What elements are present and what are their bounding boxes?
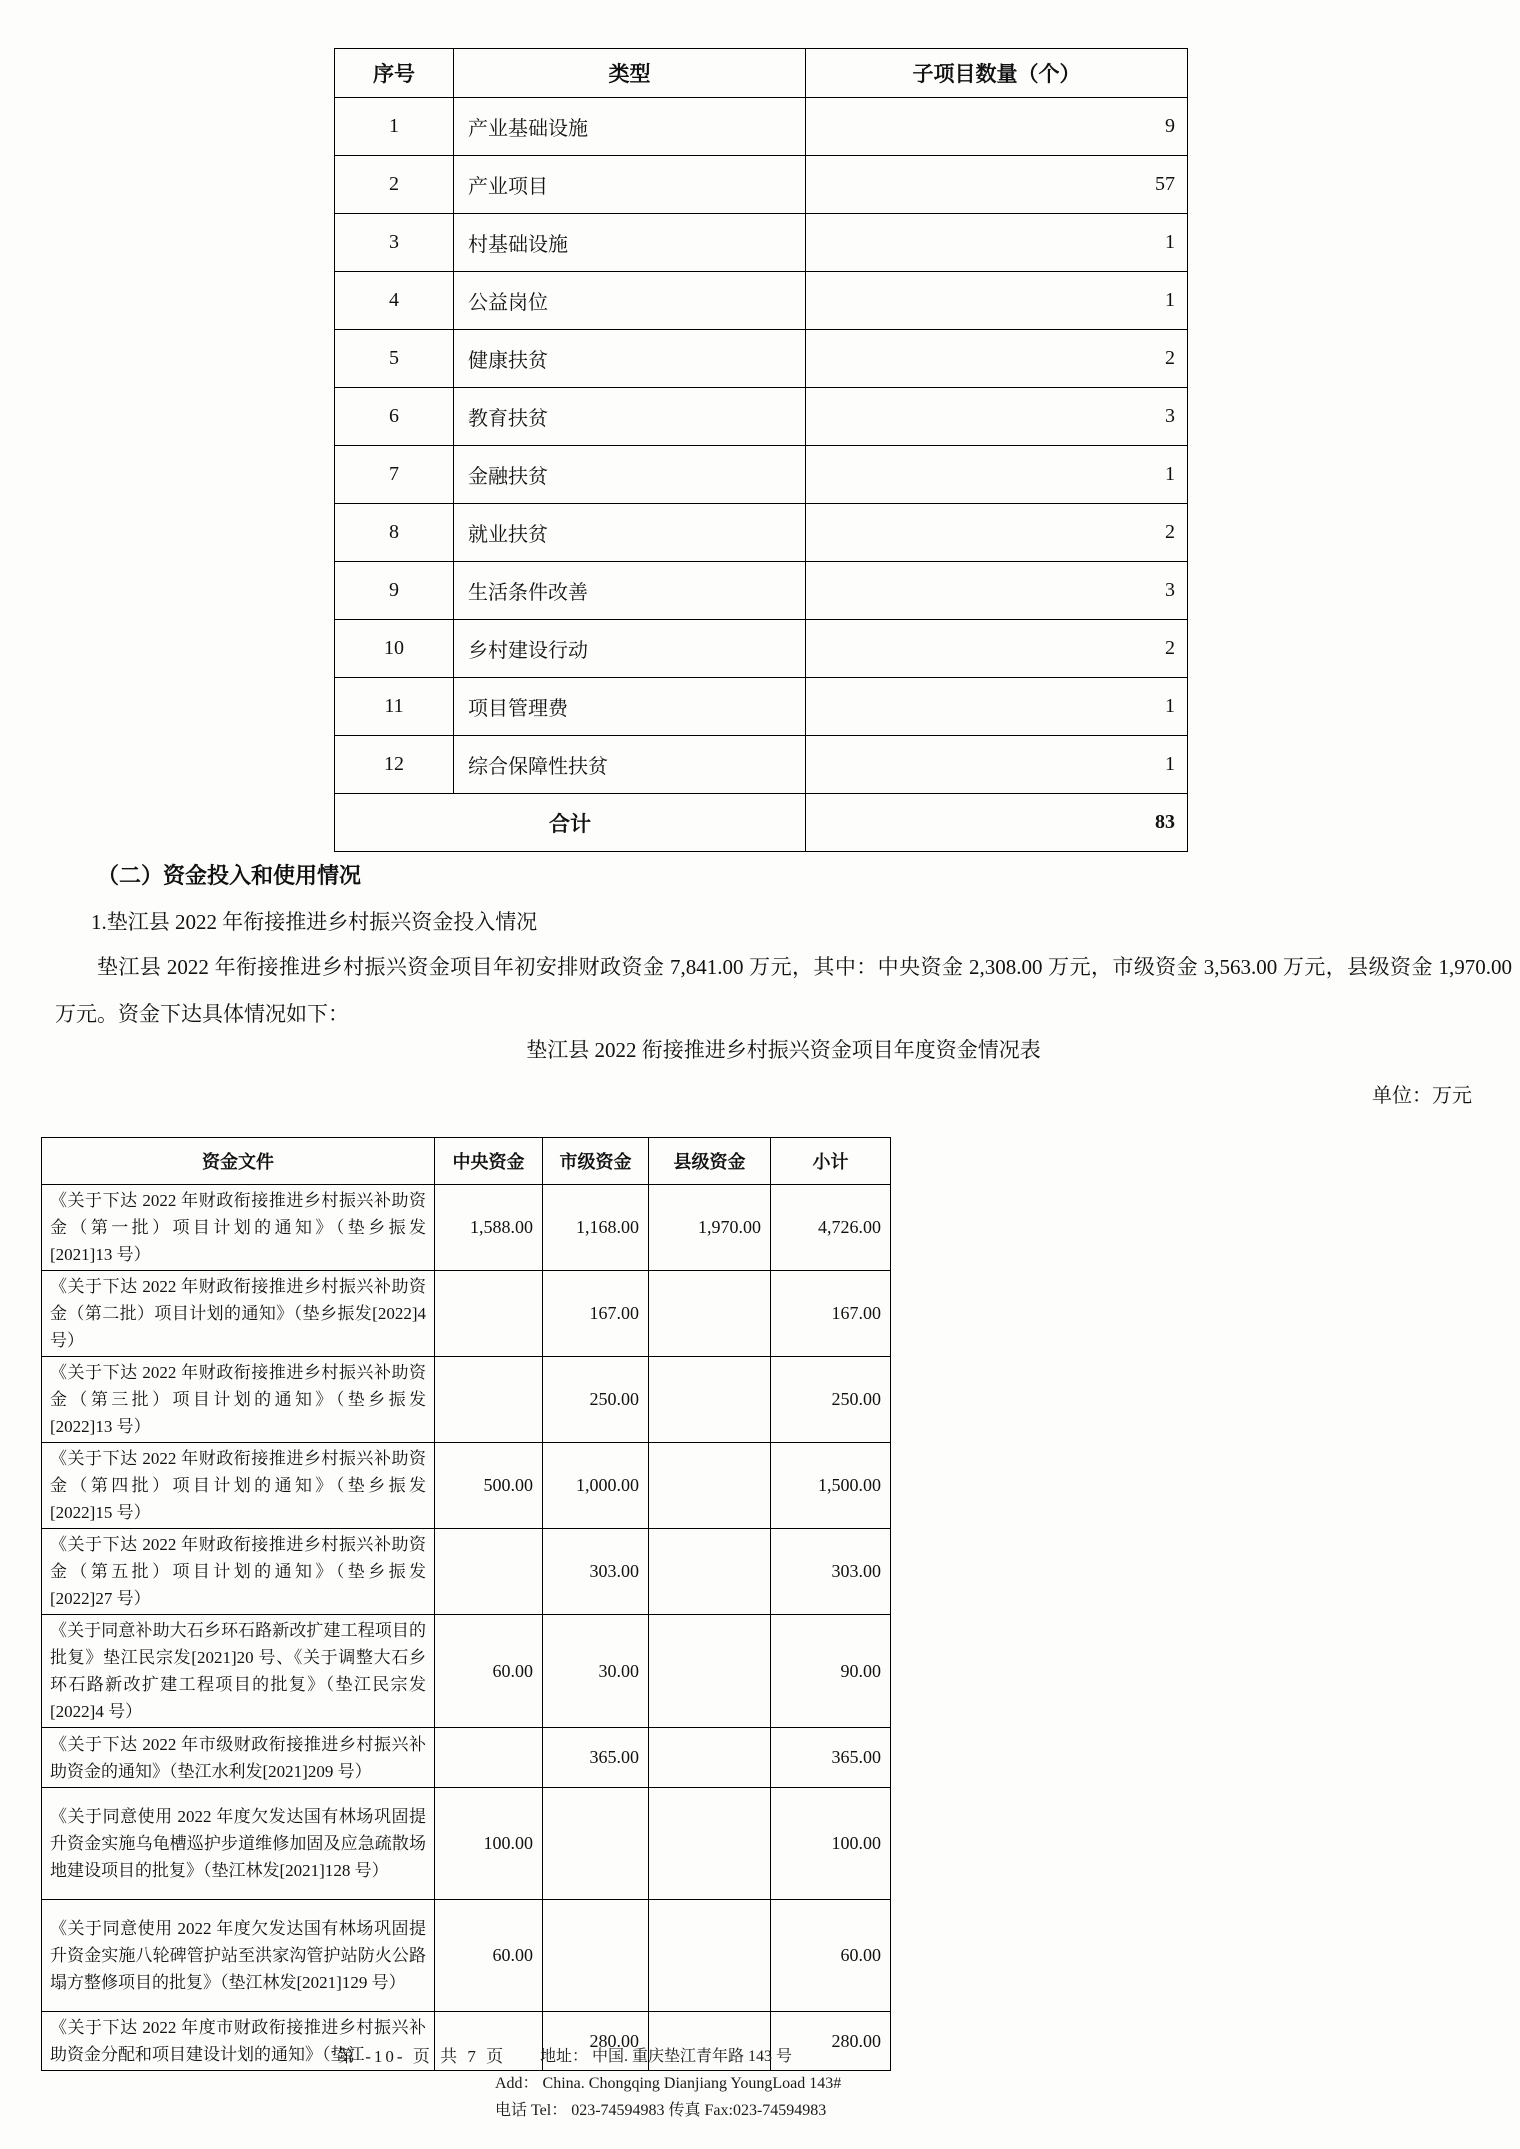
table-row bbox=[42, 1615, 891, 1728]
cell-count: 1 bbox=[806, 446, 1188, 504]
table-row bbox=[335, 156, 1188, 214]
paragraph-line-1: 垫江县 2022 年衔接推进乡村振兴资金项目年初安排财政资金 7,841.00 万元，其中：中央资金 2,308.00 万元，市级资金 3,563.00 万元，县级资金 1,970.00 bbox=[97, 955, 1512, 979]
table-row bbox=[335, 562, 1188, 620]
cell-document: 《关于同意使用 2022 年度欠发达国有林场巩固提升资金实施乌龟槽巡护步道维修加固及应急疏散场地建设项目的批复》（垫江林发[2021]128 号） bbox=[42, 1788, 435, 1900]
cell-central-fund: 500.00 bbox=[435, 1443, 543, 1529]
cell-document: 《关于下达 2022 年市级财政衔接推进乡村振兴补助资金的通知》（垫江水利发[2021]209 号） bbox=[42, 1728, 435, 1788]
cell-document: 《关于下达 2022 年财政衔接推进乡村振兴补助资金（第二批）项目计划的通知》（垫乡振发[2022]4 号） bbox=[42, 1271, 435, 1357]
cell-city-fund: 167.00 bbox=[543, 1271, 649, 1357]
table-row bbox=[335, 272, 1188, 330]
cell-subtotal: 90.00 bbox=[771, 1615, 891, 1728]
table-row bbox=[335, 620, 1188, 678]
cell-city-fund: 30.00 bbox=[543, 1615, 649, 1728]
table-row bbox=[42, 1900, 891, 2012]
cell-county-fund bbox=[649, 1271, 771, 1357]
cell-count: 1 bbox=[806, 272, 1188, 330]
total-label: 合计 bbox=[335, 794, 806, 852]
cell-count: 3 bbox=[806, 562, 1188, 620]
cell-city-fund bbox=[543, 1788, 649, 1900]
column-header-type: 类型 bbox=[454, 49, 806, 98]
cell-index: 10 bbox=[335, 620, 454, 678]
table-row bbox=[335, 504, 1188, 562]
funding-table-title: 垫江县 2022 衔接推进乡村振兴资金项目年度资金情况表 bbox=[526, 1038, 1041, 1062]
funding-table bbox=[41, 1137, 891, 2071]
table-row bbox=[42, 1185, 891, 1271]
cell-city-fund: 365.00 bbox=[543, 1728, 649, 1788]
cell-type: 乡村建设行动 bbox=[454, 620, 806, 678]
project-type-table bbox=[334, 48, 1188, 852]
cell-document: 《关于下达 2022 年财政衔接推进乡村振兴补助资金（第三批）项目计划的通知》（垫乡振发[2022]13 号） bbox=[42, 1357, 435, 1443]
cell-central-fund: 100.00 bbox=[435, 1788, 543, 1900]
cell-type: 村基础设施 bbox=[454, 214, 806, 272]
cell-type: 教育扶贫 bbox=[454, 388, 806, 446]
cell-city-fund: 250.00 bbox=[543, 1357, 649, 1443]
cell-subtotal: 167.00 bbox=[771, 1271, 891, 1357]
cell-subtotal: 1,500.00 bbox=[771, 1443, 891, 1529]
cell-subtotal: 60.00 bbox=[771, 1900, 891, 2012]
cell-central-fund bbox=[435, 1271, 543, 1357]
cell-county-fund bbox=[649, 1357, 771, 1443]
cell-county-fund bbox=[649, 1615, 771, 1728]
footer-address-cn: 地址： 中国. 重庆垫江青年路 143 号 bbox=[540, 2048, 793, 2065]
cell-index: 3 bbox=[335, 214, 454, 272]
column-header-index: 序号 bbox=[335, 49, 454, 98]
column-header-subtotal: 小计 bbox=[771, 1138, 891, 1185]
cell-count: 1 bbox=[806, 678, 1188, 736]
page-indicator: 第 -10- 页 共 7 页 bbox=[338, 2047, 507, 2066]
cell-type: 公益岗位 bbox=[454, 272, 806, 330]
footer-phone-fax: 电话 Tel： 023-74594983 传真 Fax:023-74594983 bbox=[495, 2102, 827, 2119]
cell-document: 《关于下达 2022 年财政衔接推进乡村振兴补助资金（第四批）项目计划的通知》（垫乡振发[2022]15 号） bbox=[42, 1443, 435, 1529]
cell-subtotal: 365.00 bbox=[771, 1728, 891, 1788]
cell-count: 1 bbox=[806, 736, 1188, 794]
cell-city-fund: 1,168.00 bbox=[543, 1185, 649, 1271]
cell-index: 4 bbox=[335, 272, 454, 330]
cell-type: 健康扶贫 bbox=[454, 330, 806, 388]
paragraph-line-2: 万元。资金下达具体情况如下： bbox=[55, 1002, 349, 1026]
cell-count: 3 bbox=[806, 388, 1188, 446]
cell-city-fund: 1,000.00 bbox=[543, 1443, 649, 1529]
footer-address-en: Add： China. Chongqing Dianjiang YoungLoad 143# bbox=[495, 2075, 842, 2092]
cell-county-fund bbox=[649, 1529, 771, 1615]
cell-count: 2 bbox=[806, 504, 1188, 562]
cell-index: 6 bbox=[335, 388, 454, 446]
cell-type: 金融扶贫 bbox=[454, 446, 806, 504]
cell-count: 2 bbox=[806, 330, 1188, 388]
section-heading: （二）资金投入和使用情况 bbox=[97, 863, 362, 888]
cell-count: 57 bbox=[806, 156, 1188, 214]
total-row bbox=[335, 794, 1188, 852]
cell-central-fund: 1,588.00 bbox=[435, 1185, 543, 1271]
cell-subtotal: 100.00 bbox=[771, 1788, 891, 1900]
cell-index: 7 bbox=[335, 446, 454, 504]
cell-index: 2 bbox=[335, 156, 454, 214]
unit-note: 单位：万元 bbox=[1372, 1085, 1472, 1107]
table-row bbox=[335, 214, 1188, 272]
cell-document: 《关于同意使用 2022 年度欠发达国有林场巩固提升资金实施八轮碑管护站至洪家沟管护站防火公路塌方整修项目的批复》（垫江林发[2021]129 号） bbox=[42, 1900, 435, 2012]
table-row bbox=[335, 678, 1188, 736]
total-value: 83 bbox=[806, 794, 1188, 852]
cell-subtotal: 303.00 bbox=[771, 1529, 891, 1615]
cell-city-fund: 280.00 bbox=[543, 2012, 649, 2071]
cell-central-fund bbox=[435, 1529, 543, 1615]
cell-county-fund bbox=[649, 1900, 771, 2012]
cell-subtotal: 280.00 bbox=[771, 2012, 891, 2071]
cell-type: 生活条件改善 bbox=[454, 562, 806, 620]
table-row bbox=[335, 446, 1188, 504]
cell-index: 8 bbox=[335, 504, 454, 562]
table-row bbox=[42, 1529, 891, 1615]
funding-table-body bbox=[42, 1185, 891, 2071]
cell-central-fund bbox=[435, 1728, 543, 1788]
cell-index: 5 bbox=[335, 330, 454, 388]
table-row bbox=[335, 736, 1188, 794]
cell-type: 就业扶贫 bbox=[454, 504, 806, 562]
cell-document: 《关于同意补助大石乡环石路新改扩建工程项目的批复》垫江民宗发[2021]20 号、《关于调整大石乡环石路新改扩建工程项目的批复》（垫江民宗发[2022]4 号） bbox=[42, 1615, 435, 1728]
cell-type: 项目管理费 bbox=[454, 678, 806, 736]
cell-count: 2 bbox=[806, 620, 1188, 678]
cell-city-fund bbox=[543, 1900, 649, 2012]
column-header-county-fund: 县级资金 bbox=[649, 1138, 771, 1185]
table-row bbox=[335, 330, 1188, 388]
column-header-count: 子项目数量（个） bbox=[806, 49, 1188, 98]
cell-count: 9 bbox=[806, 98, 1188, 156]
table-header-row bbox=[335, 49, 1188, 98]
table-header-row bbox=[42, 1138, 891, 1185]
table-row bbox=[335, 388, 1188, 446]
cell-index: 12 bbox=[335, 736, 454, 794]
cell-document: 《关于下达 2022 年度市财政衔接推进乡村振兴补助资金分配和项目建设计划的通知》（垫江 bbox=[42, 2012, 435, 2071]
cell-central-fund: 60.00 bbox=[435, 1615, 543, 1728]
cell-subtotal: 4,726.00 bbox=[771, 1185, 891, 1271]
cell-index: 11 bbox=[335, 678, 454, 736]
cell-county-fund bbox=[649, 1728, 771, 1788]
table-row bbox=[335, 98, 1188, 156]
cell-type: 产业基础设施 bbox=[454, 98, 806, 156]
table-row bbox=[42, 1728, 891, 1788]
section-subheading: 1.垫江县 2022 年衔接推进乡村振兴资金投入情况 bbox=[91, 910, 538, 934]
cell-type: 产业项目 bbox=[454, 156, 806, 214]
table-row bbox=[42, 1788, 891, 1900]
column-header-document: 资金文件 bbox=[42, 1138, 435, 1185]
cell-subtotal: 250.00 bbox=[771, 1357, 891, 1443]
cell-document: 《关于下达 2022 年财政衔接推进乡村振兴补助资金（第一批）项目计划的通知》（垫乡振发[2021]13 号） bbox=[42, 1185, 435, 1271]
cell-county-fund bbox=[649, 1443, 771, 1529]
table-row bbox=[42, 1271, 891, 1357]
column-header-central-fund: 中央资金 bbox=[435, 1138, 543, 1185]
cell-index: 9 bbox=[335, 562, 454, 620]
cell-central-fund: 60.00 bbox=[435, 1900, 543, 2012]
cell-index: 1 bbox=[335, 98, 454, 156]
cell-type: 综合保障性扶贫 bbox=[454, 736, 806, 794]
cell-document: 《关于下达 2022 年财政衔接推进乡村振兴补助资金（第五批）项目计划的通知》（垫乡振发[2022]27 号） bbox=[42, 1529, 435, 1615]
table-row bbox=[42, 1443, 891, 1529]
cell-count: 1 bbox=[806, 214, 1188, 272]
project-type-table-body bbox=[335, 98, 1188, 794]
cell-central-fund bbox=[435, 1357, 543, 1443]
cell-county-fund bbox=[649, 1788, 771, 1900]
column-header-city-fund: 市级资金 bbox=[543, 1138, 649, 1185]
cell-county-fund: 1,970.00 bbox=[649, 1185, 771, 1271]
cell-city-fund: 303.00 bbox=[543, 1529, 649, 1615]
table-row bbox=[42, 1357, 891, 1443]
